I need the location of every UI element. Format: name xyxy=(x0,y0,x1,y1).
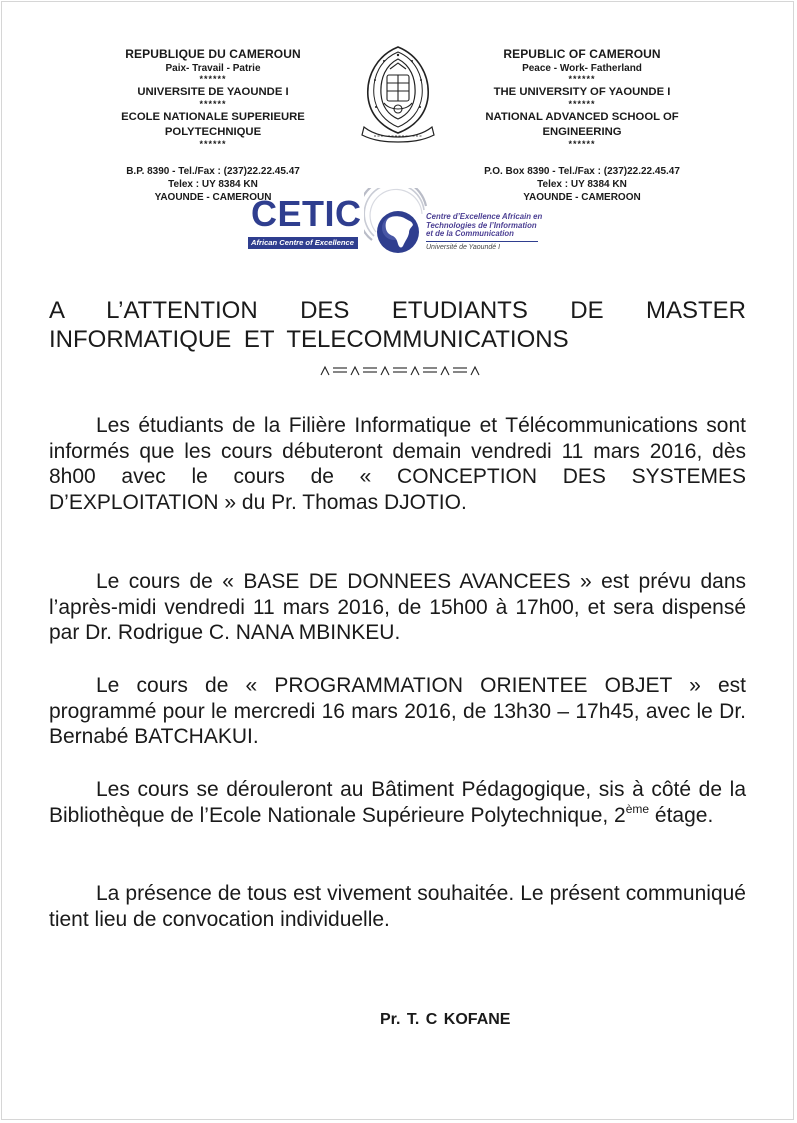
paragraph-text xyxy=(49,777,746,828)
location-text: Les cours se dérouleront au Bâtiment Pédagogique, sis à côté de la Bibliothèque de l’Ecole Nationale Supérieure Polytechnique, 2 xyxy=(49,778,746,827)
university-seal-icon xyxy=(360,45,436,143)
header-right-university: THE UNIVERSITY OF YAOUNDE I xyxy=(493,86,671,98)
header-left-school: ECOLE NATIONALE SUPERIEURE POLYTECHNIQUE xyxy=(121,111,305,138)
paragraph-course-start xyxy=(49,413,746,515)
logo-description-line: Centre d’Excellence Africain en xyxy=(426,212,543,221)
paragraph-location xyxy=(49,777,746,828)
paragraph-oop-course xyxy=(49,673,746,750)
logo-description-line: et de la Communication xyxy=(426,229,514,238)
header-right-school: NATIONAL ADVANCED SCHOOL OF ENGINEERING xyxy=(485,111,679,138)
header-right-address-line: YAOUNDE - CAMEROON xyxy=(523,192,641,203)
location-text-end: étage. xyxy=(649,803,714,827)
attention-line-1: A L’ATTENTION DES ETUDIANTS DE MASTER xyxy=(49,297,746,324)
paragraph-text: Les étudiants de la Filière Informatique et Télécommunications sont informés que les cours débuteront demain vendredi 11 mars 2016, dès 8h00 avec le cours de « CONCEPTION DES SYSTEMES D’EXPLOITATION » du Pr. Thomas DJOTIO. xyxy=(49,414,746,514)
header-right-motto: Peace - Work- Fatherland xyxy=(522,63,642,74)
attention-line-2: INFORMATIQUE ET TELECOMMUNICATIONS xyxy=(49,326,569,353)
paragraph-database-course xyxy=(49,569,746,646)
header-left-address-line: YAOUNDE - CAMEROUN xyxy=(154,192,272,203)
paragraph-text: Le cours de « BASE DE DONNEES AVANCEES » est prévu dans l’après-midi vendredi 11 mars 2016, de 15h00 à 17h00, et sera dispensé par Dr. Rodrigue C. NANA MBINKEU. xyxy=(49,570,746,644)
header-right-separator: ****** xyxy=(568,99,596,109)
floor-ordinal: ème xyxy=(625,801,650,816)
header-right-address-line: Telex : UY 8384 KN xyxy=(537,179,627,190)
header-right-separator: ****** xyxy=(568,139,596,149)
logo-subtitle: African Centre of Excellence xyxy=(251,238,354,247)
decorative-divider xyxy=(317,363,481,377)
cetic-logo xyxy=(248,180,558,266)
africa-globe-icon xyxy=(364,188,434,266)
paragraph-attendance xyxy=(49,881,746,932)
header-left-address-line: Telex : UY 8384 KN xyxy=(168,179,258,190)
header-left-country: REPUBLIQUE DU CAMEROUN xyxy=(125,47,301,61)
logo-title: CETIC xyxy=(251,193,362,234)
logo-university: Université de Yaoundé I xyxy=(426,241,538,252)
header-left-separator: ****** xyxy=(199,74,227,84)
header-right-address-line: P.O. Box 8390 - Tel./Fax : (237)22.22.45.47 xyxy=(484,166,680,177)
header-left-university: UNIVERSITE DE YAOUNDE I xyxy=(137,86,289,98)
logo-description xyxy=(426,213,542,239)
attention-heading xyxy=(49,296,746,354)
header-right-separator: ****** xyxy=(568,74,596,84)
header-left-separator: ****** xyxy=(199,139,227,149)
logo-description-line: Technologies de l’Information xyxy=(426,220,537,230)
header-left-motto: Paix- Travail - Patrie xyxy=(165,63,261,74)
signature-name: Pr. T. C KOFANE xyxy=(380,1011,511,1028)
paragraph-text: La présence de tous est vivement souhaitée. Le présent communiqué tient lieu de convocation individuelle. xyxy=(49,882,746,931)
header-left-separator: ****** xyxy=(199,99,227,109)
paragraph-text: Le cours de « PROGRAMMATION ORIENTEE OBJET » est programmé pour le mercredi 16 mars 2016, de 13h30 – 17h45, avec le Dr. Bernabé BATCHAKUI. xyxy=(49,674,746,748)
header-left-address-line: B.P. 8390 - Tel./Fax : (237)22.22.45.47 xyxy=(126,166,300,177)
header-right-country: REPUBLIC OF CAMEROUN xyxy=(503,47,661,61)
